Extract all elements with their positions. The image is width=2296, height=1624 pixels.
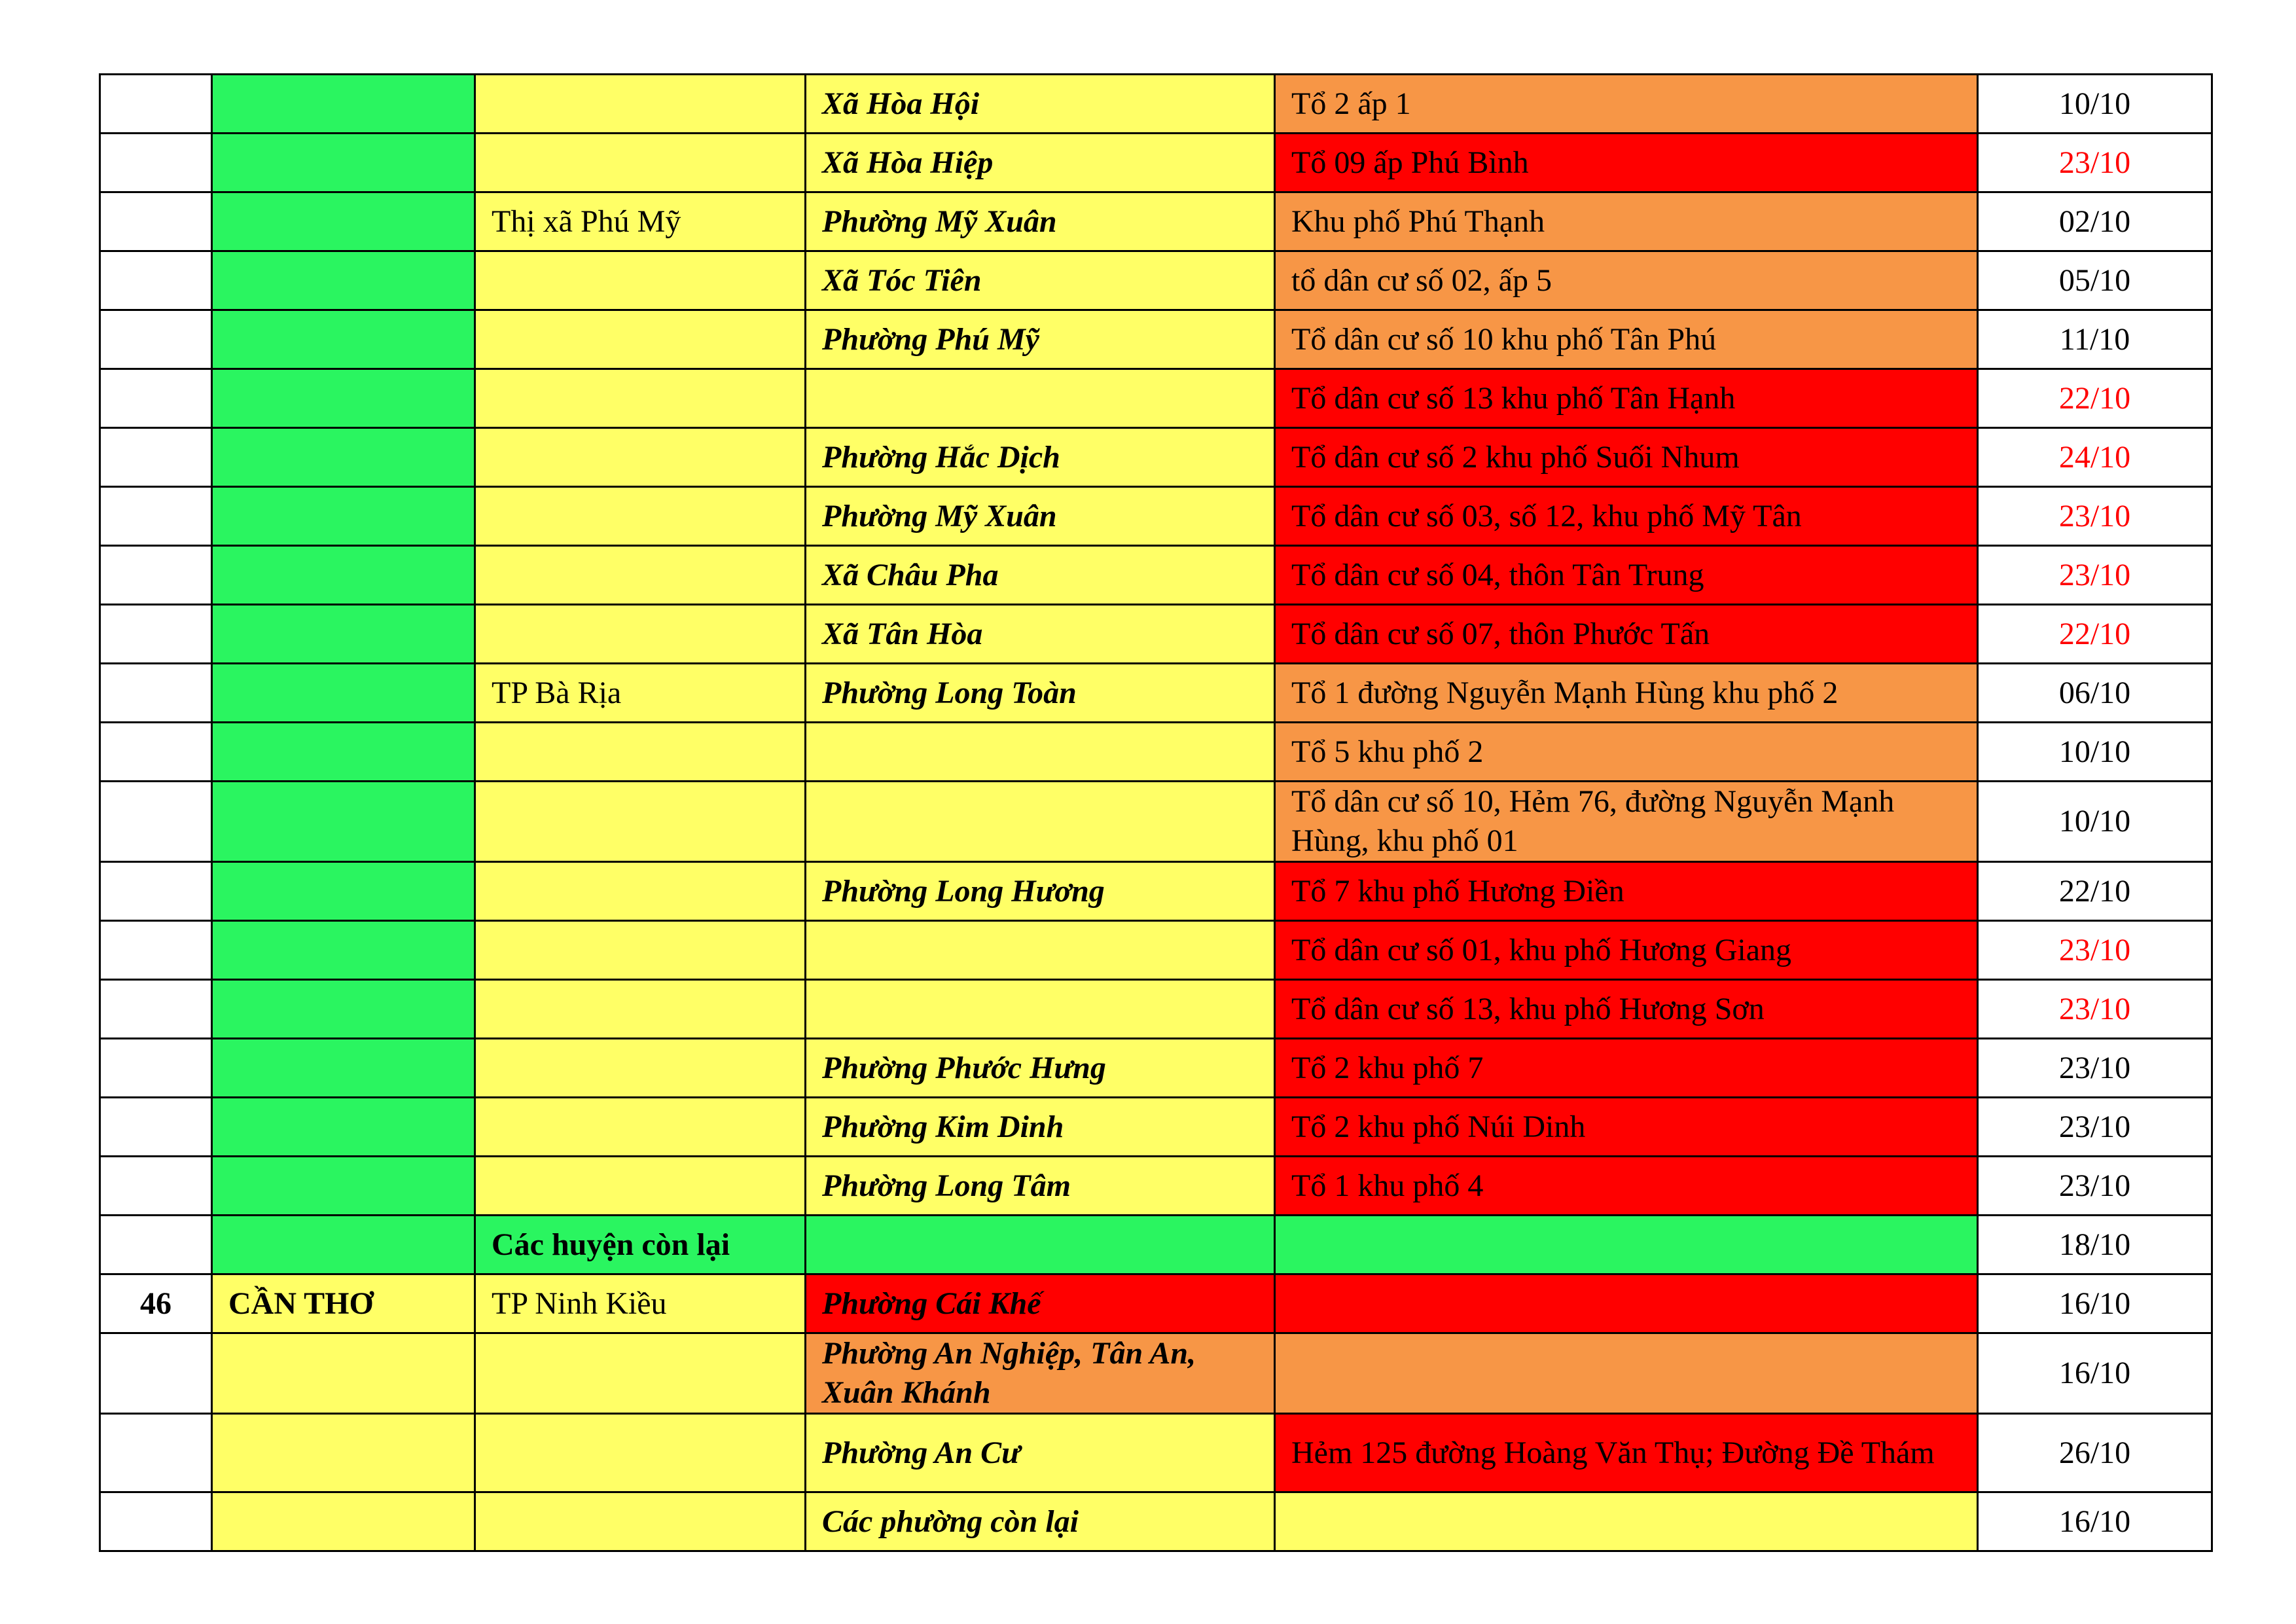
stt-cell: [100, 428, 212, 487]
table-row: [100, 1039, 2212, 1098]
province-cell: [212, 487, 475, 546]
stt-cell: 46: [100, 1274, 212, 1333]
stt-cell: [100, 134, 212, 192]
district-cell: [475, 1333, 806, 1414]
stt-cell: [100, 369, 212, 428]
ward-cell: Xã Hòa Hiệp: [806, 134, 1275, 192]
ward-cell: [806, 980, 1275, 1039]
date-cell: 23/10: [1978, 980, 2212, 1039]
ward-cell: Phường Cái Khế: [806, 1274, 1275, 1333]
date-cell: 23/10: [1978, 1098, 2212, 1157]
location-cell: Tổ 1 khu phố 4: [1275, 1157, 1978, 1216]
district-cell: [475, 980, 806, 1039]
district-cell: [475, 921, 806, 980]
table-row: [100, 428, 2212, 487]
location-cell: Tổ 2 ấp 1: [1275, 75, 1978, 134]
location-cell: Tổ dân cư số 03, số 12, khu phố Mỹ Tân: [1275, 487, 1978, 546]
stt-cell: [100, 1039, 212, 1098]
ward-cell: Phường Long Hương: [806, 862, 1275, 921]
province-cell: [212, 134, 475, 192]
ward-cell: Phường Mỹ Xuân: [806, 192, 1275, 251]
stt-cell: [100, 1492, 212, 1551]
stt-cell: [100, 1098, 212, 1157]
location-cell: Tổ 2 khu phố Núi Dinh: [1275, 1098, 1978, 1157]
province-cell: [212, 1333, 475, 1414]
table-row: [100, 1492, 2212, 1551]
table-row: [100, 1414, 2212, 1492]
district-cell: [475, 251, 806, 310]
ward-cell: [806, 369, 1275, 428]
province-cell: [212, 1414, 475, 1492]
date-cell: 22/10: [1978, 862, 2212, 921]
location-cell: Khu phố Phú Thạnh: [1275, 192, 1978, 251]
stt-cell: [100, 487, 212, 546]
date-cell: 10/10: [1978, 782, 2212, 862]
location-cell: Tổ dân cư số 10 khu phố Tân Phú: [1275, 310, 1978, 369]
ward-cell: Phường Long Toàn: [806, 664, 1275, 723]
district-cell: [475, 487, 806, 546]
district-cell: [475, 134, 806, 192]
province-cell: [212, 1157, 475, 1216]
province-cell: [212, 546, 475, 605]
province-cell: [212, 1098, 475, 1157]
district-cell: [475, 1098, 806, 1157]
district-cell: [475, 1492, 806, 1551]
date-cell: 23/10: [1978, 487, 2212, 546]
ward-cell: Các phường còn lại: [806, 1492, 1275, 1551]
stt-cell: [100, 921, 212, 980]
table-row: [100, 1216, 2212, 1274]
table-row: [100, 1098, 2212, 1157]
date-cell: 23/10: [1978, 921, 2212, 980]
stt-cell: [100, 605, 212, 664]
table-row: [100, 251, 2212, 310]
location-cell: [1275, 1333, 1978, 1414]
ward-cell: Xã Tóc Tiên: [806, 251, 1275, 310]
stt-cell: [100, 862, 212, 921]
location-cell: Tổ dân cư số 2 khu phố Suối Nhum: [1275, 428, 1978, 487]
zone-table: [99, 73, 2213, 1552]
province-cell: CẦN THƠ: [212, 1274, 475, 1333]
province-cell: [212, 862, 475, 921]
province-cell: [212, 723, 475, 782]
province-cell: [212, 782, 475, 862]
province-cell: [212, 75, 475, 134]
district-cell: [475, 1157, 806, 1216]
table-row: [100, 782, 2212, 862]
stt-cell: [100, 980, 212, 1039]
ward-cell: Phường An Cư: [806, 1414, 1275, 1492]
district-cell: [475, 1414, 806, 1492]
province-cell: [212, 664, 475, 723]
province-cell: [212, 428, 475, 487]
date-cell: 06/10: [1978, 664, 2212, 723]
date-cell: 23/10: [1978, 1039, 2212, 1098]
date-cell: 02/10: [1978, 192, 2212, 251]
date-cell: 11/10: [1978, 310, 2212, 369]
table-row: [100, 921, 2212, 980]
district-cell: Các huyện còn lại: [475, 1216, 806, 1274]
stt-cell: [100, 723, 212, 782]
table-row: [100, 134, 2212, 192]
location-cell: Tổ dân cư số 01, khu phố Hương Giang: [1275, 921, 1978, 980]
province-cell: [212, 192, 475, 251]
date-cell: 23/10: [1978, 1157, 2212, 1216]
district-cell: TP Bà Rịa: [475, 664, 806, 723]
province-cell: [212, 369, 475, 428]
ward-cell: Xã Tân Hòa: [806, 605, 1275, 664]
date-cell: 05/10: [1978, 251, 2212, 310]
district-cell: TP Ninh Kiều: [475, 1274, 806, 1333]
date-cell: 23/10: [1978, 134, 2212, 192]
province-cell: [212, 1039, 475, 1098]
province-cell: [212, 921, 475, 980]
stt-cell: [100, 310, 212, 369]
district-cell: [475, 723, 806, 782]
date-cell: 16/10: [1978, 1492, 2212, 1551]
stt-cell: [100, 1333, 212, 1414]
province-cell: [212, 605, 475, 664]
location-cell: Tổ dân cư số 10, Hẻm 76, đường Nguyễn Mạnh Hùng, khu phố 01: [1275, 782, 1978, 862]
table-row: [100, 75, 2212, 134]
stt-cell: [100, 664, 212, 723]
location-cell: Tổ dân cư số 13 khu phố Tân Hạnh: [1275, 369, 1978, 428]
location-cell: Tổ dân cư số 07, thôn Phước Tấn: [1275, 605, 1978, 664]
table-row: [100, 605, 2212, 664]
province-cell: [212, 251, 475, 310]
province-cell: [212, 310, 475, 369]
district-cell: [475, 75, 806, 134]
date-cell: 22/10: [1978, 369, 2212, 428]
location-cell: Tổ 2 khu phố 7: [1275, 1039, 1978, 1098]
location-cell: Tổ dân cư số 04, thôn Tân Trung: [1275, 546, 1978, 605]
table-row: [100, 192, 2212, 251]
stt-cell: [100, 782, 212, 862]
district-cell: [475, 369, 806, 428]
location-cell: Hẻm 125 đường Hoàng Văn Thụ; Đường Đề Thám: [1275, 1414, 1978, 1492]
ward-cell: Phường Hắc Dịch: [806, 428, 1275, 487]
date-cell: 23/10: [1978, 546, 2212, 605]
table-row: [100, 310, 2212, 369]
stt-cell: [100, 1157, 212, 1216]
location-cell: Tổ dân cư số 13, khu phố Hương Sơn: [1275, 980, 1978, 1039]
ward-cell: [806, 921, 1275, 980]
district-cell: [475, 1039, 806, 1098]
ward-cell: Phường Long Tâm: [806, 1157, 1275, 1216]
table-row: [100, 980, 2212, 1039]
location-cell: [1275, 1492, 1978, 1551]
date-cell: 16/10: [1978, 1274, 2212, 1333]
date-cell: 18/10: [1978, 1216, 2212, 1274]
district-cell: [475, 782, 806, 862]
province-cell: [212, 980, 475, 1039]
ward-cell: Phường Phước Hưng: [806, 1039, 1275, 1098]
table-row: [100, 369, 2212, 428]
table-row: [100, 1157, 2212, 1216]
province-cell: [212, 1216, 475, 1274]
date-cell: 24/10: [1978, 428, 2212, 487]
district-cell: [475, 605, 806, 664]
date-cell: 22/10: [1978, 605, 2212, 664]
district-cell: [475, 862, 806, 921]
location-cell: [1275, 1216, 1978, 1274]
ward-cell: [806, 1216, 1275, 1274]
ward-cell: Phường Mỹ Xuân: [806, 487, 1275, 546]
location-cell: Tổ 7 khu phố Hương Điền: [1275, 862, 1978, 921]
location-cell: Tổ 1 đường Nguyễn Mạnh Hùng khu phố 2: [1275, 664, 1978, 723]
stt-cell: [100, 192, 212, 251]
district-cell: [475, 310, 806, 369]
stt-cell: [100, 1414, 212, 1492]
table-row: [100, 546, 2212, 605]
stt-cell: [100, 546, 212, 605]
stt-cell: [100, 75, 212, 134]
ward-cell: Xã Châu Pha: [806, 546, 1275, 605]
table-row: [100, 862, 2212, 921]
stt-cell: [100, 1216, 212, 1274]
date-cell: 10/10: [1978, 723, 2212, 782]
date-cell: 26/10: [1978, 1414, 2212, 1492]
date-cell: 10/10: [1978, 75, 2212, 134]
district-cell: [475, 428, 806, 487]
table-row: [100, 723, 2212, 782]
ward-cell: Phường Phú Mỹ: [806, 310, 1275, 369]
location-cell: Tổ 09 ấp Phú Bình: [1275, 134, 1978, 192]
table-row: [100, 1333, 2212, 1414]
location-cell: tổ dân cư số 02, ấp 5: [1275, 251, 1978, 310]
location-cell: [1275, 1274, 1978, 1333]
district-cell: [475, 546, 806, 605]
stt-cell: [100, 251, 212, 310]
ward-cell: Phường Kim Dinh: [806, 1098, 1275, 1157]
location-cell: Tổ 5 khu phố 2: [1275, 723, 1978, 782]
province-cell: [212, 1492, 475, 1551]
ward-cell: [806, 782, 1275, 862]
table-row: [100, 1274, 2212, 1333]
date-cell: 16/10: [1978, 1333, 2212, 1414]
table-row: [100, 487, 2212, 546]
ward-cell: Phường An Nghiệp, Tân An, Xuân Khánh: [806, 1333, 1275, 1414]
ward-cell: [806, 723, 1275, 782]
table-row: [100, 664, 2212, 723]
ward-cell: Xã Hòa Hội: [806, 75, 1275, 134]
district-cell: Thị xã Phú Mỹ: [475, 192, 806, 251]
